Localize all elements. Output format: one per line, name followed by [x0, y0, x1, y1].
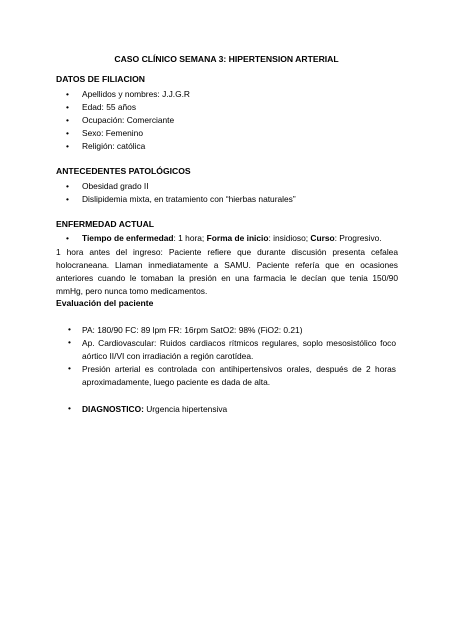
bullet-icon: •: [66, 233, 69, 243]
bullet-icon: •: [68, 324, 71, 334]
diagnostico-value: Urgencia hipertensiva: [143, 404, 228, 414]
diagnostico-label: DIAGNOSTICO:: [82, 404, 144, 414]
list-item: • Edad: 55 años: [66, 102, 137, 112]
section-heading-antecedentes: ANTECEDENTES PATOLÓGICOS: [56, 166, 191, 176]
document-title: CASO CLÍNICO SEMANA 3: HIPERTENSION ARTERIAL: [114, 54, 339, 64]
section-heading-filiacion: DATOS DE FILIACION: [56, 74, 145, 84]
narrative-paragraph: 1 hora antes del ingreso: Paciente refiere que durante discusión presenta cefalea holocraneana. Llaman inmediatamente a SAMU. Paciente refería que en ocasiones anteriores cuando le tomaban la presión en una farmacia le decían que tenia 150/90 mmHg, pero nunca tomo medicamentos.: [56, 247, 398, 296]
section-heading-enfermedad: ENFERMEDAD ACTUAL: [56, 219, 155, 229]
bullet-icon: •: [66, 128, 69, 138]
bullet-icon: •: [68, 403, 71, 413]
list-item: • Dislipidemia mixta, en tratamiento con “hierbas naturales”: [66, 194, 296, 204]
list-item: • Obesidad grado II: [66, 181, 149, 191]
list-item: • Sexo: Femenino: [66, 128, 143, 138]
document-page: CASO CLÍNICO SEMANA 3: HIPERTENSION ARTERIAL DATOS DE FILIACION • Apellidos y nombres: J.J.G.R • Edad: 55 años • Ocupación: Comerciante • Sexo: Femenino • Religión: católica ANTECEDENTES PATOLÓGICOS • Obesidad grado II • Dislipidemia mixta, en tratamiento con “hierbas naturales” ENFERMEDAD ACTUAL • Tiempo de enfermedad: 1 hora; Forma de inicio: insidioso; Curso: Progresivo. 1 hora antes del ingreso: Paciente refiere que durante discusión presenta cefalea holocraneana. Llaman inmediatamente a SAMU. Paciente refería que en ocasiones anteriores cuando le tomaban la presión en una farmacia le decían que tenia 150/90 mmHg, pero nunca tomo medicamentos. Evaluación del paciente • PA: 180/90 FC: 89 lpm FR: 16rpm SatO2: 98% (FiO2: 0.21) • Ap. Cardiovascular: Ruidos cardiacos rítmicos regulares, soplo mesosistólico foco aórtico II/VI con irradiación a región carotídea. • Presión arterial es controlada con antihipertensivos orales, después de 2 horas aproximadamente, luego paciente es dada de alta. • DIAGNOSTICO: Urgencia hipertensiva: [0, 0, 453, 640]
bullet-icon: •: [66, 194, 69, 204]
bullet-icon: •: [66, 181, 69, 191]
bullet-icon: •: [66, 141, 69, 151]
section-heading-evaluacion: Evaluación del paciente: [56, 298, 154, 308]
bullet-icon: •: [66, 89, 69, 99]
bullet-icon: •: [66, 115, 69, 125]
list-item: • Religión: católica: [66, 141, 146, 151]
bullet-icon: •: [68, 337, 71, 347]
list-item-tiempo: • Tiempo de enfermedad: 1 hora; Forma de inicio: insidioso; Curso: Progresivo.: [66, 233, 382, 243]
list-item: • Apellidos y nombres: J.J.G.R: [66, 89, 190, 99]
list-item: • Ocupación: Comerciante: [66, 115, 175, 125]
bullet-icon: •: [68, 363, 71, 373]
bullet-icon: •: [66, 102, 69, 112]
